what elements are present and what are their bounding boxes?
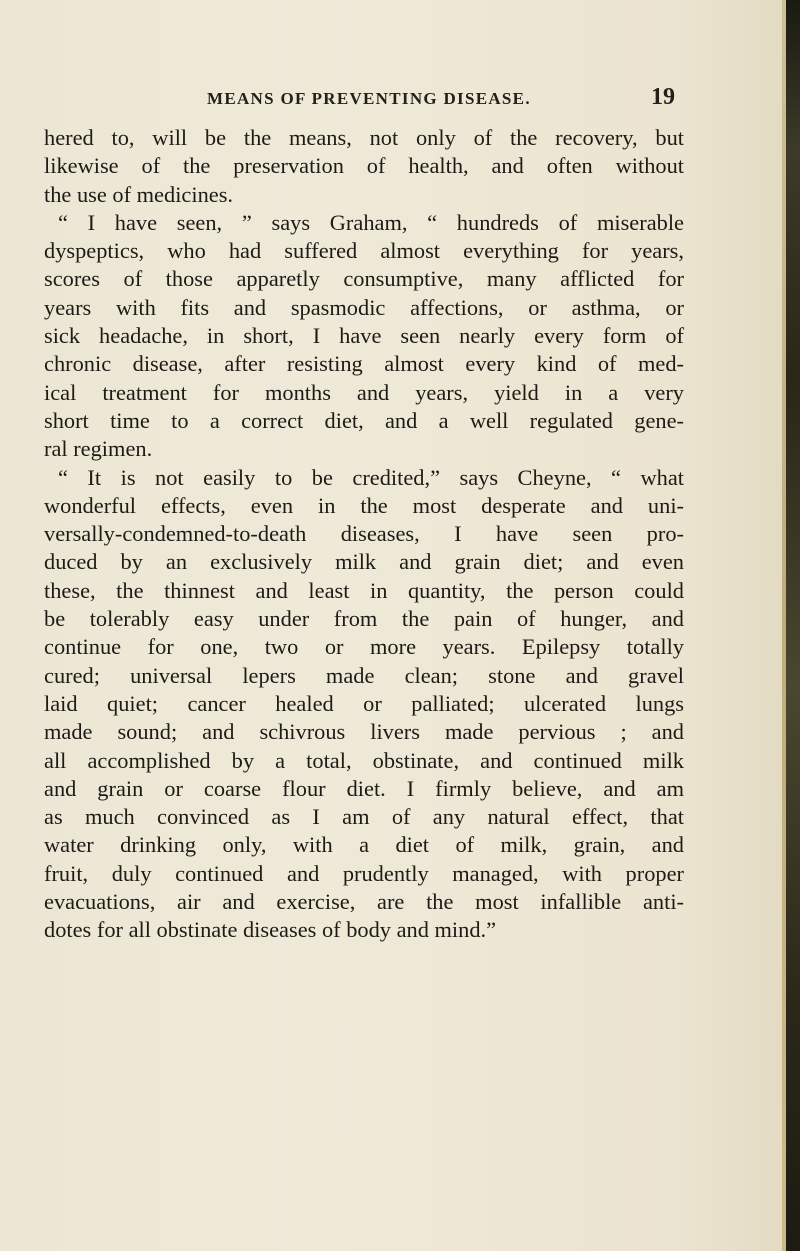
- text-line: water drinking only, with a diet of milk, grain, and: [44, 832, 684, 858]
- text-line: wonderful effects, even in the most desperate and uni-: [44, 492, 684, 518]
- text-line: continue for one, two or more years. Epilepsy totally: [44, 634, 684, 660]
- text-line: “ It is not easily to be credited,” says Cheyne, “ what: [58, 464, 684, 490]
- text-line: short time to a correct diet, and a well regulated gene-: [44, 407, 684, 433]
- text-line: duced by an exclusively milk and grain diet; and even: [44, 549, 684, 575]
- text-line: as much convinced as I am of any natural effect, that: [44, 804, 684, 830]
- text-line: “ I have seen, ” says Graham, “ hundreds of miserable: [58, 209, 684, 235]
- text-line: cured; universal lepers made clean; stone and gravel: [44, 662, 684, 688]
- text-line: laid quiet; cancer healed or palliated; ulcerated lungs: [44, 690, 684, 716]
- text-line: sick headache, in short, I have seen nearly every form of: [44, 323, 684, 349]
- text-line: fruit, duly continued and prudently managed, with proper: [44, 860, 684, 886]
- text-line: dotes for all obstinate diseases of body and mind.”: [44, 917, 497, 943]
- text-line: likewise of the preservation of health, and often without: [44, 153, 684, 179]
- body-text: [44, 124, 684, 945]
- text-line: the use of medicines.: [44, 181, 234, 207]
- text-line: made sound; and schivrous livers made pervious ; and: [44, 719, 684, 745]
- text-line: be tolerably easy under from the pain of hunger, and: [44, 606, 684, 632]
- text-line: years with fits and spasmodic affections, or asthma, or: [44, 294, 684, 320]
- text-line: chronic disease, after resisting almost every kind of med-: [44, 351, 684, 377]
- running-title: MEANS OF PREVENTING DISEASE.: [207, 89, 531, 108]
- text-line: and grain or coarse flour diet. I firmly believe, and am: [44, 775, 684, 801]
- text-line: dyspeptics, who had suffered almost everything for years,: [44, 238, 684, 264]
- text-line: ral regimen.: [44, 436, 153, 462]
- text-line: hered to, will be the means, not only of the recovery, but: [44, 125, 684, 150]
- text-line: scores of those apparetly consumptive, many afflicted for: [44, 266, 684, 292]
- text-line: evacuations, air and exercise, are the most infallible anti-: [44, 889, 684, 915]
- page-number: 19: [651, 84, 675, 110]
- text-line: versally-condemned-to-death diseases, I have seen pro-: [44, 521, 684, 547]
- text-line: all accomplished by a total, obstinate, and continued milk: [44, 747, 684, 773]
- text-line: ical treatment for months and years, yield in a very: [44, 379, 684, 405]
- page-header: [0, 86, 800, 114]
- book-binding-edge: [786, 0, 800, 1251]
- text-line: these, the thinnest and least in quantity, the person could: [44, 577, 684, 603]
